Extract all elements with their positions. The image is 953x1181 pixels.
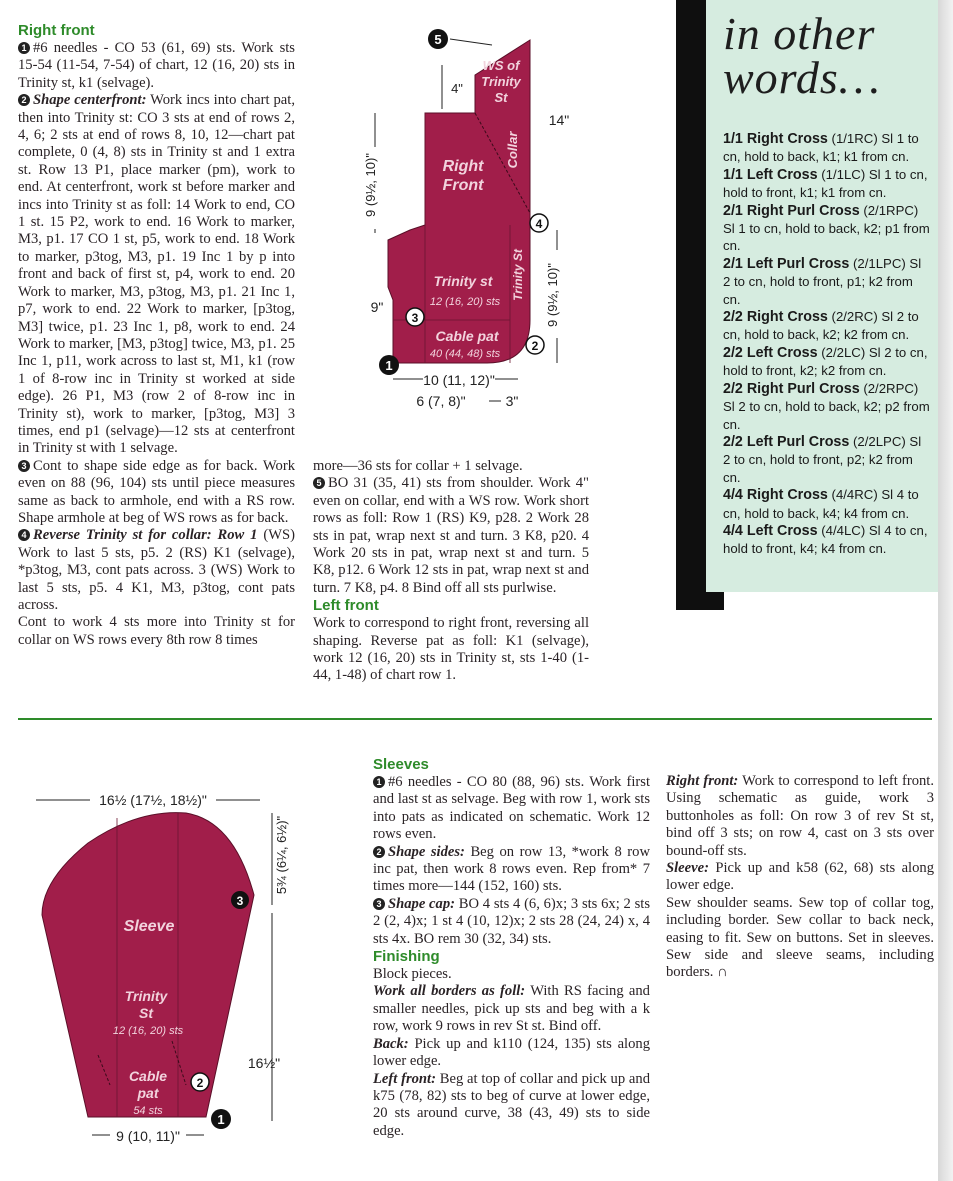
sleeve-st-label: St <box>139 1005 153 1021</box>
finishing-sleeve <box>666 860 934 895</box>
assembly-text: Sew shoulder seams. Sew top of collar tog, including border. Sew collar to back neck, easing to fit. Sew on buttons. Set in sleeves. Sew side and sleeve seams, including borders. <box>666 894 934 981</box>
sidebar-entry-desc: (2/2LC) Sl 2 to cn, hold to front, k2; k2 from cn. <box>723 344 928 379</box>
right-front-column <box>18 22 295 649</box>
step-5-marker: 5 <box>313 477 325 489</box>
dim-9in-label: 9" <box>370 299 384 315</box>
right-front-label: Right front: <box>666 773 739 789</box>
right-front-step-3-text: Cont to shape side edge as for back. Work even on 88 (96, 104) sts until piece measures same as back to armhole, end with a RS row. Shape armhole at beg of WS rows as for back. <box>18 457 295 526</box>
svg-text:5: 5 <box>434 32 442 47</box>
sidebar-entry <box>723 522 930 558</box>
dim-9-upper-label: 9 (9½, 10)" <box>363 153 378 217</box>
finishing-right-column <box>666 773 934 982</box>
borders-text: With RS facing and smaller needles, pick up sts and beg with a k row, work 9 rows in rev St st. Bind off. <box>373 983 650 1035</box>
finishing-right-front <box>666 773 934 860</box>
sidebar-entry-desc: (2/1LPC) Sl 2 to cn, hold to front, p1; k2 from cn. <box>723 255 922 307</box>
sidebar-entry-name: 4/4 Left Cross <box>723 522 818 539</box>
dim-top-label: 16½ (17½, 18½)" <box>99 792 207 808</box>
sleeves-heading: Sleeves <box>373 756 429 773</box>
sidebar-entry-name: 2/2 Right Purl Cross <box>723 380 860 397</box>
left-front-finishing-text: Beg at top of collar and pick up and k75 (78, 82) sts to beg of curve at lower edge, 20 sts around curve, 38 (43, 49) sts to side edge. <box>373 1070 650 1139</box>
wsof-trinity-label: Trinity <box>481 74 521 89</box>
dim-9-right-label: 9 (9½, 10)" <box>545 263 560 327</box>
right-front-finishing-text: Work to correspond to left front. Using schematic as guide, work 3 buttonholes as foll: On row 3 of rev St st, bind off 3 sts; on row 4, cast on 3 sts over bound-off sts. <box>666 773 934 859</box>
trinity-vertical-label: Trinity St <box>511 249 525 301</box>
sidebar-entry-name: 2/2 Right Cross <box>723 309 828 326</box>
left-front-text: Work to correspond to right front, reversing all shaping. Reverse pat as foll: K1 (selvage), work 12 (16, 20) sts in Trinity st, sts 1-40 (1-44, 1-48) of chart row 1. <box>313 615 589 684</box>
wsof-st-label: St <box>494 90 508 105</box>
svg-text:4: 4 <box>535 217 543 231</box>
dim-6-label: 6 (7, 8)" <box>416 393 466 409</box>
sleeve-schematic <box>28 785 318 1150</box>
sleeves-column <box>373 756 650 1140</box>
end-mark: ∩ <box>717 964 728 981</box>
dim-length-label: 16½" <box>247 1055 281 1071</box>
sidebar-entry <box>723 344 930 380</box>
trinity-count-label: 12 (16, 20) sts <box>429 296 501 308</box>
sleeve-cable-label: Cable <box>128 1068 168 1084</box>
sidebar-entry <box>723 308 930 344</box>
dim-bottom-label: 9 (10, 11)" <box>116 1128 180 1144</box>
sidebar-entry-desc: (2/2RPC) Sl 2 to cn, hold to back, k2; p2 from cn. <box>723 380 930 432</box>
sidebar-entries <box>723 130 930 558</box>
sleeve-pat-label: pat <box>137 1085 159 1101</box>
sidebar-entry <box>723 486 930 522</box>
step-4-marker: 4 <box>18 529 30 541</box>
sidebar-entry-name: 2/1 Left Purl Cross <box>723 255 850 272</box>
svg-text:1: 1 <box>385 358 393 373</box>
right-front-step-5-text: BO 31 (35, 41) sts from shoulder. Work 4" even on collar, end with a WS row. Work short rows as foll: Row 1 (RS) K9, p28. 2 Work 28 sts in pat, wrap next st and turn. 3 K8, p20. 4 Work 20 sts in pat, wrap next st and turn. 5 K8, p12. 6 Work 12 sts in pat, wrap next st and turn. 7 K8, p4. 8 Bind off all sts purlwise. <box>313 475 589 596</box>
reverse-trinity-label: Reverse Trinity st for collar: Row 1 <box>33 527 258 544</box>
right-front-collar-text: Cont to work 4 sts more into Trinity st for collar on WS rows every 8th row 8 times <box>18 614 295 648</box>
step-2-marker: 2 <box>18 94 30 106</box>
sleeves-step-3 <box>373 896 650 948</box>
right-front-step-2 <box>18 92 295 458</box>
sidebar-entry-desc: (2/2RC) Sl 2 to cn, hold to back, k2; k2 from cn. <box>723 309 919 343</box>
sleeves-step-2 <box>373 844 650 896</box>
sidebar-entry <box>723 166 930 202</box>
sleeves-step-3-text: BO 4 sts 4 (6, 6)x; 3 sts 6x; 2 sts 2 (2, 4)x; 1 st 4 (10, 12)x; 2 sts 28 (24, 24) x, 4 sts 4x. BO rem 30 (32, 34) sts. <box>373 895 650 947</box>
sleeve-label-finishing: Sleeve: <box>666 860 709 877</box>
left-front-heading: Left front <box>313 597 379 615</box>
sleeve-step-1-marker: 1 <box>373 776 385 788</box>
right-front-step-4 <box>18 527 295 614</box>
sidebar-entry-desc: (4/4RC) Sl 4 to cn, hold to back, k4; k4 from cn. <box>723 487 919 521</box>
svg-text:1: 1 <box>217 1112 225 1127</box>
svg-text:3: 3 <box>411 311 419 325</box>
sleeves-step-1-text: #6 needles - CO 80 (88, 96) sts. Work first and last st as selvage. Beg with row 1, work sts into pats as indicated on schematic. Work 12 rows even. <box>373 774 650 843</box>
sleeve-cable-count: 54 sts <box>133 1105 163 1117</box>
sidebar-entry <box>723 130 930 166</box>
sidebar-title-line-1: in other <box>723 8 876 59</box>
marker-4 <box>530 214 548 232</box>
sidebar-entry-name: 4/4 Right Cross <box>723 487 828 504</box>
sleeve-marker-3 <box>231 891 249 909</box>
shape-sides-label: Shape sides: <box>388 843 465 860</box>
sleeve-trinity-label: Trinity <box>124 988 168 1004</box>
collar-label: Collar <box>505 131 520 169</box>
cable-count-label: 40 (44, 48) sts <box>429 348 501 360</box>
marker-5-arrow <box>450 39 492 45</box>
sidebar-entry <box>723 202 930 255</box>
sidebar-entry-desc: (1/1RC) Sl 1 to cn, hold to back, k1; k1 from cn. <box>723 131 919 165</box>
sidebar-title-line-2: words… <box>723 52 881 103</box>
section-divider <box>18 718 932 720</box>
trinity-st-label: Trinity st <box>433 273 493 289</box>
finishing-assembly <box>666 895 934 982</box>
sidebar-entry-name: 1/1 Left Cross <box>723 166 818 183</box>
back-label: Back: <box>373 1035 409 1052</box>
dim-14in-label: 14" <box>548 112 570 128</box>
svg-text:2: 2 <box>531 339 539 353</box>
sidebar-entry <box>723 433 930 486</box>
sleeve-step-3-marker: 3 <box>373 898 385 910</box>
marker-2 <box>526 336 544 354</box>
finishing-block: Block pieces. <box>373 966 452 983</box>
shape-centerfront-label: Shape centerfront: <box>33 92 147 109</box>
sleeve-trinity-count: 12 (16, 20) sts <box>112 1025 184 1037</box>
right-front-step-1-text: #6 needles - CO 53 (61, 69) sts. Work sts 15-54 (11-54, 7-54) of chart, 12 (16, 20) sts in Trinity st, k1 (selvage). <box>18 40 295 91</box>
sidebar-entry-name: 1/1 Right Cross <box>723 131 828 147</box>
svg-text:3: 3 <box>236 894 244 908</box>
sidebar-entry-name: 2/1 Right Purl Cross <box>723 202 860 219</box>
svg-text:2: 2 <box>196 1076 204 1090</box>
shape-cap-label: Shape cap: <box>388 895 455 912</box>
sidebar-entry-desc: (2/2LPC) Sl 2 to cn, hold to front, p2; k2 from cn. <box>723 433 922 485</box>
right-front-continued: more—36 sts for collar + 1 selvage. <box>313 458 523 474</box>
sidebar-title <box>723 8 930 103</box>
sidebar-entry-name: 2/2 Left Cross <box>723 344 818 361</box>
finishing-back <box>373 1036 650 1071</box>
sidebar-entry-desc: (1/1LC) Sl 1 to cn, hold to front, k1; k1 from cn. <box>723 166 928 201</box>
cable-pat-label: Cable pat <box>435 328 499 344</box>
right-front-step-1 <box>18 40 295 92</box>
right-front-step-2-text: Work incs into chart pat, then into Trinity st: CO 3 sts at end of rows 2, 4, 6; 2 sts at end of rows 8, 10, 12—chart pat complete, 0 (4, 8) sts in Trinity st and 1 extra st. Row 13 P1, place marker (pm), work to end. At centerfront, work st before marker and incs into Trinity st as foll: 14 Work to end, CO 1 st. 15 P2, work to end. 16 Work to marker, M3, p1. 17 CO 1 st, p5, work to end. 18 Work to marker, p3tog, M3, p1. 19 Inc 1 by p into front and back of first st, p4, work to end. 20 Work to marker, M3, p3tog, M3, p1. 21 Inc 1, p7, work to end. 22 Work to marker, [p3tog, M3] twice, p1. 23 Inc 1, p8, work to end. 24 Work to marker, [M3, p3tog] twice, M3, p1. 25 Inc 1, p11, work across to last st, M1, k1 (row 1 of 8-row inc in Trinity st worked at side edge). 26 P1, M3 (row 2 of 8-row inc in Trinity st), work to marker, [p3tog, M3] 3 times, end p1 (selvage)—12 sts at centerfront in Trinity st with 1 selvage. <box>18 92 295 457</box>
marker-3 <box>406 308 424 326</box>
sleeves-step-1 <box>373 774 650 844</box>
front-label: Front <box>442 177 484 194</box>
sidebar-entry-name: 2/2 Left Purl Cross <box>723 433 850 450</box>
borders-label: Work all borders as foll: <box>373 983 526 1000</box>
step-1-marker: 1 <box>18 42 30 54</box>
sleeve-finishing-text: Pick up and k58 (62, 68) sts along lower edge. <box>666 860 934 894</box>
middle-column <box>313 458 589 685</box>
sidebar-entry-desc: (4/4LC) Sl 4 to cn, hold to front, k4; k4 from cn. <box>723 522 928 557</box>
marker-1 <box>379 355 399 375</box>
finishing-heading: Finishing <box>373 948 440 966</box>
page-edge <box>938 0 953 1181</box>
sidebar-entry <box>723 255 930 308</box>
right-front-step-3 <box>18 458 295 528</box>
finishing-left-front <box>373 1071 650 1141</box>
sleeve-label: Sleeve <box>123 918 175 935</box>
dim-4in-label: 4" <box>451 81 463 96</box>
sleeves-step-2-text: Beg on row 13, *work 8 row inc pat, then work 8 rows even. Rep from* 7 times more—144 (152, 160) sts. <box>373 843 650 895</box>
left-front-label: Left front: <box>373 1070 436 1087</box>
back-text: Pick up and k110 (124, 135) sts along lower edge. <box>373 1035 650 1070</box>
right-front-step-5 <box>313 475 589 597</box>
sleeve-step-2-marker: 2 <box>373 846 385 858</box>
sleeve-marker-2 <box>191 1073 209 1091</box>
dim-width-label: 10 (11, 12)" <box>423 372 495 388</box>
sidebar-entry <box>723 380 930 433</box>
wsof-label: WS of <box>482 58 520 73</box>
sidebar-entry-desc: (2/1RPC) Sl 1 to cn, hold to back, k2; p1 from cn. <box>723 202 930 254</box>
front-schematic <box>355 25 595 420</box>
sleeve-marker-1 <box>211 1109 231 1129</box>
right-front-heading: Right front <box>18 22 95 39</box>
step-3-marker: 3 <box>18 460 30 472</box>
right-front-step-4-text: (WS) Work to last 5 sts, p5. 2 (RS) K1 (selvage), *p3tog, M3, cont pats across. 3 (WS) Work to last 5 sts, p5. 4 K1, M3, p3tog, cont pats across. <box>18 527 295 613</box>
dim-3-label: 3" <box>505 393 519 409</box>
marker-5 <box>428 29 448 49</box>
finishing-borders <box>373 983 650 1035</box>
in-other-words-sidebar <box>706 0 938 592</box>
dim-cap-label: 5¾ (6¼, 6½)" <box>274 815 289 895</box>
right-label: Right <box>442 158 484 175</box>
